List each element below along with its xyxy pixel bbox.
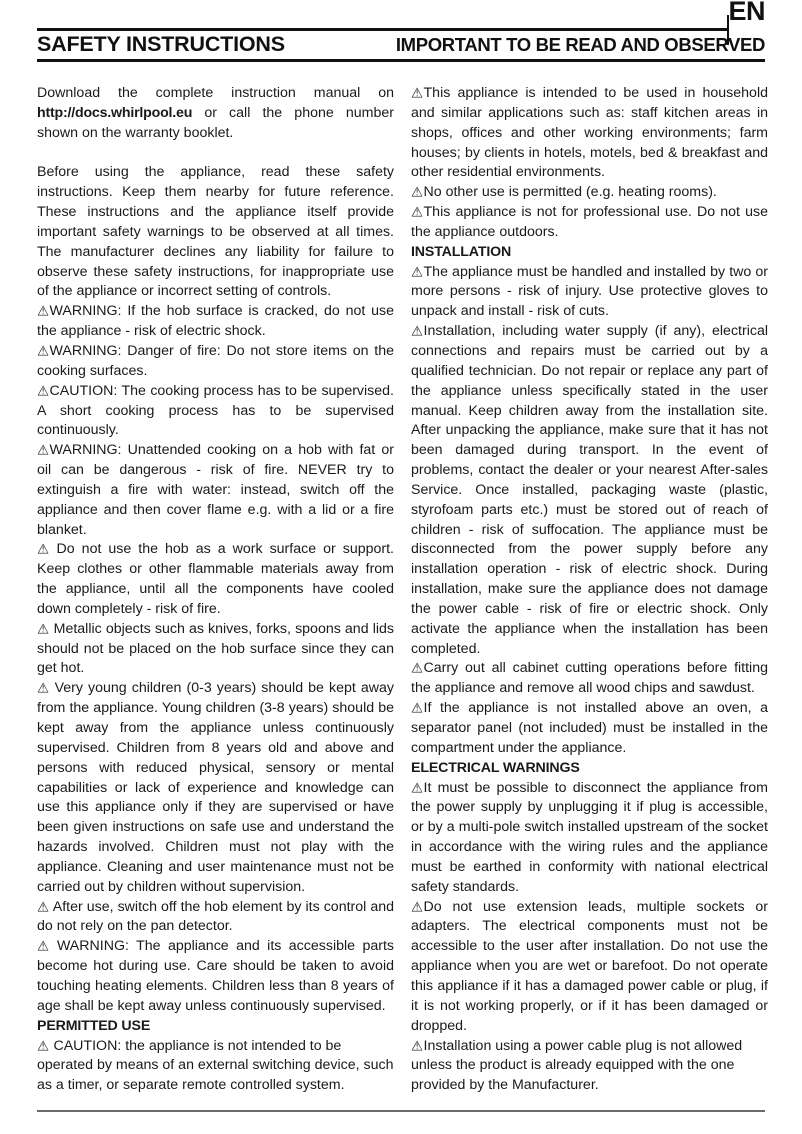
warning-item — [411, 84, 768, 183]
body-columns — [37, 84, 768, 1096]
warning-item — [411, 659, 768, 699]
warning-text: Do not use the hob as a work surface or support. Keep clothes or other flammable materials away from the appliance, until all the components have cooled down completely - risk of fire. — [37, 541, 394, 617]
warning-item — [37, 302, 394, 342]
page-header — [37, 0, 765, 62]
warning-text: Metallic objects such as knives, forks, spoons and lids should not be placed on the hob surface since they can get hot. — [37, 620, 394, 677]
warning-triangle-icon: ⚠ — [37, 303, 50, 319]
warning-triangle-icon: ⚠ — [37, 442, 50, 458]
warning-item — [37, 1037, 394, 1097]
warning-item — [37, 937, 394, 1016]
warning-triangle-icon: ⚠ — [411, 85, 424, 101]
page-subtitle: IMPORTANT TO BE READ AND OBSERVED — [395, 34, 765, 55]
warning-text: Carry out all cabinet cutting operations before fitting the appliance and remove all wood chips and sawdust. — [411, 660, 768, 697]
warning-triangle-icon: ⚠ — [411, 780, 424, 796]
warning-triangle-icon: ⚠ — [37, 938, 50, 954]
warning-triangle-icon: ⚠ — [411, 264, 424, 280]
before-using-paragraph: Before using the appliance, read these safety instructions. Keep them nearby for future reference. These instructions and the appliance itself provide important safety warnings to be observed at all times. The manufacturer declines any liability for failure to observe these safety instructions, for inappropriate use of the appliance or incorrect setting of controls. — [37, 164, 394, 300]
section-heading-electrical-warnings: ELECTRICAL WARNINGS — [411, 759, 580, 776]
warning-item — [411, 898, 768, 1037]
warning-text: Do not use extension leads, multiple sockets or adapters. The electrical components must not be accessible to the user after installation. Do not use the appliance when you are wet or barefoot. Do not operate this appliance if it has a damaged power cable or plug, if it is not working properly, or if it has been damaged or dropped. — [411, 898, 768, 1034]
warning-item — [411, 322, 768, 659]
warning-item — [37, 679, 394, 897]
warning-triangle-icon: ⚠ — [411, 323, 424, 339]
warning-triangle-icon: ⚠ — [37, 343, 50, 359]
warning-text: CAUTION: The cooking process has to be supervised. A short cooking process has to be supervised continuously. — [37, 382, 394, 439]
warning-item — [37, 441, 394, 540]
warning-triangle-icon: ⚠ — [411, 204, 424, 220]
warning-text: No other use is permitted (e.g. heating rooms). — [423, 184, 717, 201]
warning-text: The appliance must be handled and installed by two or more persons - risk of injury. Use protective gloves to unpack and install - risk of cuts. — [411, 263, 768, 320]
page-title: SAFETY INSTRUCTIONS — [37, 32, 285, 56]
section-heading-permitted-use: PERMITTED USE — [37, 1017, 151, 1034]
warning-text: Very young children (0-3 years) should be kept away from the appliance. Young children (3-8 years) should be kept away from the appliance unless continuously supervised. Children from 8 years old and above and persons with reduced physical, sensory or mental capabilities or lack of experience and knowledge can use this appliance only if they are supervised or have been given instructions on safe use and understand the hazards involved. Children must not play with the appliance. Cleaning and user maintenance must not be carried out by children without supervision. — [37, 680, 394, 895]
warning-triangle-icon: ⚠ — [37, 621, 50, 637]
manual-url: http://docs.whirlpool.eu — [37, 104, 193, 121]
warning-text: If the appliance is not installed above an oven, a separator panel (not included) must be installed in the compartment under the appliance. — [411, 700, 768, 756]
warning-text: WARNING: If the hob surface is cracked, do not use the appliance - risk of electric shock. — [37, 303, 394, 340]
warning-triangle-icon: ⚠ — [37, 541, 50, 557]
warning-text: Installation, including water supply (if any), electrical connections and repairs must be carried out by a qualified technician. Do not repair or replace any part of the appliance unless specifically stated in the user manual. Keep children away from the installation site. After unpacking the appliance, make sure that it has not been damaged during transport. In the event of problems, contact the dealer or your nearest After-sales Service. Once installed, packaging waste (plastic, styrofoam parts etc.) must be stored out of reach of children - risk of suffocation. The appliance must be disconnected from the power supply before any installation operation - risk of electric shock. During installation, make sure the appliance does not damage the power cable - risk of fire or electric shock. Only activate the appliance when the installation has been completed. — [411, 323, 768, 657]
warning-triangle-icon: ⚠ — [37, 383, 50, 399]
warning-triangle-icon: ⚠ — [411, 1038, 424, 1053]
warning-item — [411, 1037, 768, 1097]
header-title-row — [37, 32, 765, 57]
download-instruction-paragraph — [37, 84, 394, 144]
warning-triangle-icon: ⚠ — [37, 899, 50, 915]
warning-text: WARNING: Danger of fire: Do not store items on the cooking surfaces. — [37, 342, 394, 379]
warning-text: CAUTION: the appliance is not intended to be operated by means of an external switching device, such as a timer, or separate remote controlled system. — [37, 1037, 394, 1094]
warning-text: Installation using a power cable plug is not allowed unless the product is already equipped with the one provided by the Manufacturer. — [411, 1037, 743, 1094]
warning-text: This appliance is intended to be used in household and similar applications such as: staff kitchen areas in shops, offices and other working environments; farm houses; by clients in hotels, motels, bed & breakfast and other residential environments. — [411, 85, 768, 181]
warning-triangle-icon: ⚠ — [37, 680, 50, 696]
warning-text: It must be possible to disconnect the appliance from the power supply by unplugging it if plug is accessible, or by a multi-pole switch installed upstream of the socket in accordance with the wiring rules and the appliance must be earthed in conformity with national electrical safety standards. — [411, 779, 768, 895]
warning-triangle-icon: ⚠ — [411, 184, 424, 200]
left-column — [37, 84, 394, 1096]
warning-text: WARNING: The appliance and its accessible parts become hot during use. Care should be taken to avoid touching heating elements. Children less than 8 years of age shall be kept away unless continuously supervised. — [37, 938, 394, 1014]
warning-item — [37, 342, 394, 382]
footer-rule — [37, 1110, 765, 1112]
section-heading-installation: INSTALLATION — [411, 243, 512, 260]
warning-item — [411, 699, 768, 759]
language-code: EN — [728, 0, 765, 26]
warning-triangle-icon: ⚠ — [411, 700, 424, 716]
header-rule-bottom — [37, 59, 765, 62]
warning-item — [411, 183, 768, 203]
warning-text: After use, switch off the hob element by its control and do not rely on the pan detector. — [37, 898, 394, 935]
warning-item — [37, 620, 394, 680]
warning-item — [411, 203, 768, 243]
warning-item — [411, 263, 768, 323]
warning-item — [37, 540, 394, 619]
header-rule-top — [37, 28, 727, 31]
download-text-before-url: Download the complete instruction manual on — [37, 85, 394, 101]
warning-item — [37, 382, 394, 442]
right-column — [411, 84, 768, 1096]
warning-triangle-icon: ⚠ — [411, 899, 424, 915]
warning-text: This appliance is not for professional use. Do not use the appliance outdoors. — [411, 204, 768, 240]
warning-triangle-icon: ⚠ — [37, 1038, 50, 1053]
warning-item — [37, 898, 394, 938]
warning-item — [411, 779, 768, 898]
warning-triangle-icon: ⚠ — [411, 660, 424, 676]
warning-text: WARNING: Unattended cooking on a hob with fat or oil can be dangerous - risk of fire. NEVER try to extinguish a fire with water: instead, switch off the appliance and then cover flame e.g. with a lid or a fire blanket. — [37, 442, 394, 538]
download-text-after-url: or call the phone number shown on the warranty booklet. — [37, 104, 394, 141]
